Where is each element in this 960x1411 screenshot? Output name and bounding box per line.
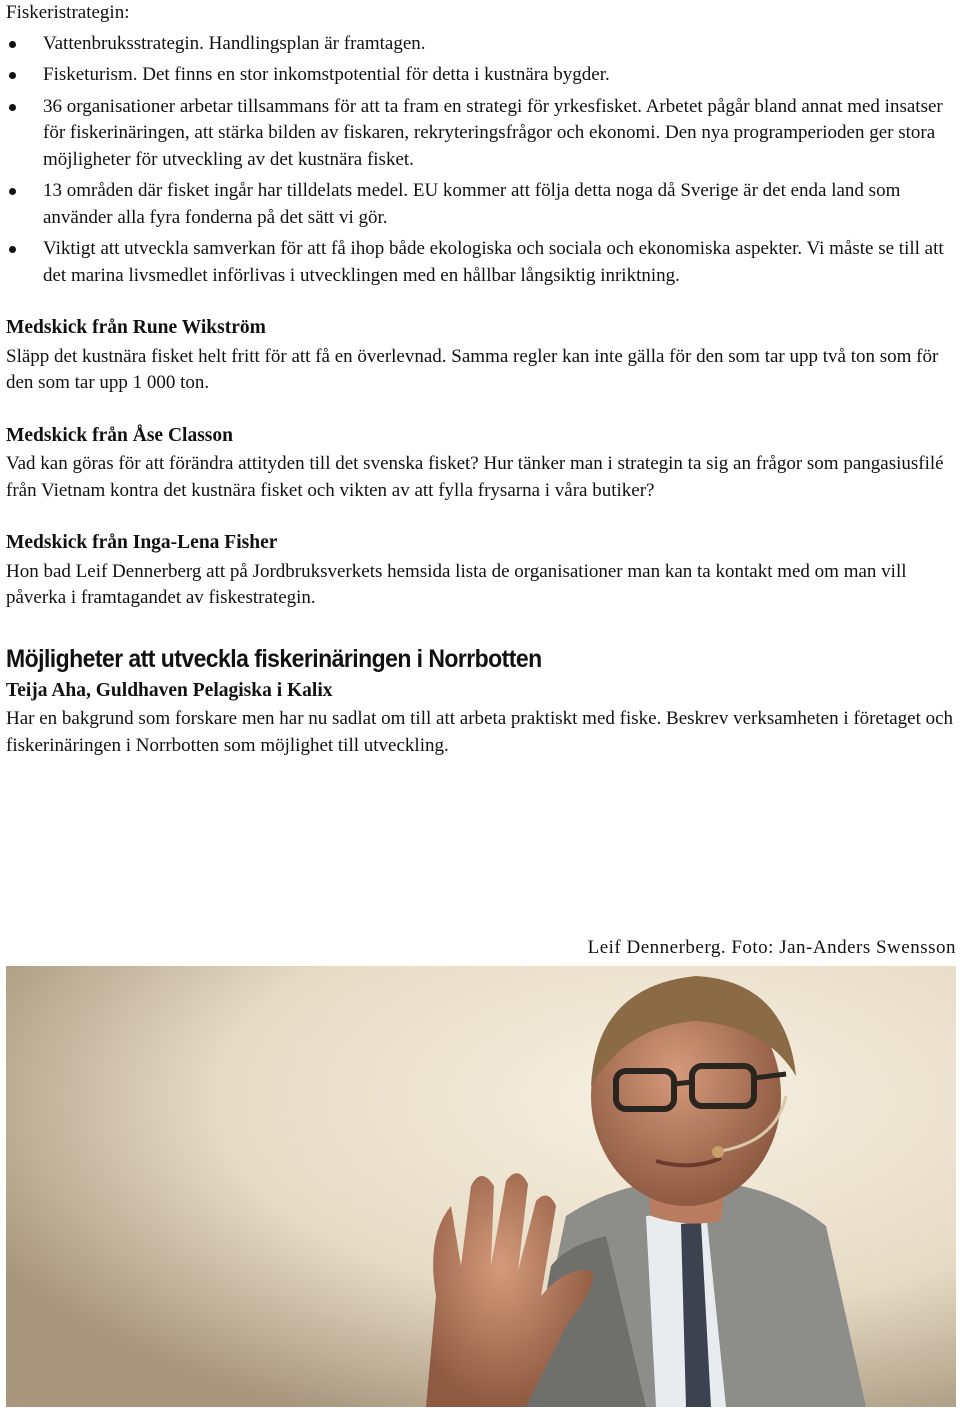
intro-text: Fiskeristrategin: — [6, 2, 130, 23]
list-item-text: Vattenbruksstrategin. Handlingsplan är framtagen. — [43, 32, 426, 54]
speaker-photo-illustration — [6, 966, 956, 1407]
list-item-text: 36 organisationer arbetar tillsammans för att ta fram en strategi för yrkesfisket. Arbetet pågår bland annat med insatser för fiskerinäringen, att stärka bilden av fiskaren, rekryteringsfrågor och ekonomi. Den nya programperioden ger stora möjligheter för utveckling av det kustnära fisket. — [43, 95, 943, 170]
bullet-icon — [9, 188, 16, 195]
section-heading: Medskick från Åse Classon — [6, 424, 233, 446]
section-body: Hon bad Leif Dennerberg att på Jordbruksverkets hemsida lista de organisationer man kan ta kontakt med om man vill påverka i framtagandet av fiskestrategin. — [6, 560, 907, 608]
section-body: Släpp det kustnära fisket helt fritt för att få en överlevnad. Samma regler kan inte gälla för den som tar upp två ton som för den som tar upp 1 000 ton. — [6, 345, 939, 393]
section-inga-lena-fisher — [6, 530, 954, 612]
bullet-icon — [9, 72, 16, 79]
list-item-text: Fisketurism. Det finns en stor inkomstpotential för detta i kustnära bygder. — [43, 64, 610, 85]
list-item-text: 13 områden där fisket ingår har tilldelats medel. EU kommer att följa detta noga då Sverige är det enda land som använder alla fyra fonderna på det sätt vi gör. — [43, 180, 901, 228]
section-heading: Medskick från Inga-Lena Fisher — [6, 532, 278, 553]
section-heading: Medskick från Rune Wikström — [6, 317, 266, 338]
bullet-icon — [9, 104, 16, 111]
list-item — [6, 94, 954, 174]
speaker-photo — [6, 966, 956, 1407]
list-item — [6, 178, 954, 231]
photo-caption: Leif Dennerberg. Foto: Jan-Anders Swensson — [587, 937, 956, 958]
section-ase-classon — [6, 423, 954, 505]
section-rune-wikstrom — [6, 315, 954, 397]
list-item — [6, 236, 954, 289]
main-heading: Möjligheter att utveckla fiskerinäringen i Norrbotten — [6, 644, 542, 673]
list-item-text: Viktigt att utveckla samverkan för att få ihop både ekologiska och sociala och ekonomiska aspekter. Vi måste se till att det marina livsmedlet införlivas i utvecklingen med en hållbar långsiktig inriktning. — [43, 238, 944, 286]
bullet-icon — [9, 246, 16, 253]
speaker-heading: Teija Aha, Guldhaven Pelagiska i Kalix — [6, 679, 333, 701]
bullet-icon — [9, 41, 16, 48]
speaker-body: Har en bakgrund som forskare men har nu sadlat om till att arbeta praktiskt med fiske. Beskrev verksamheten i företaget och fiskerinäringen i Norrbotten som möjlighet till utveckling. — [6, 708, 954, 756]
list-item — [6, 62, 954, 89]
list-item — [6, 31, 954, 58]
section-body: Vad kan göras för att förändra attityden till det svenska fisket? Hur tänker man i strategin ta sig an frågor som pangasiusfilé från Vietnam kontra det kustnära fisket och vikten av att fylla frysarna i våra butiker? — [6, 453, 944, 501]
bullet-list — [6, 31, 954, 290]
document-page — [6, 0, 954, 759]
